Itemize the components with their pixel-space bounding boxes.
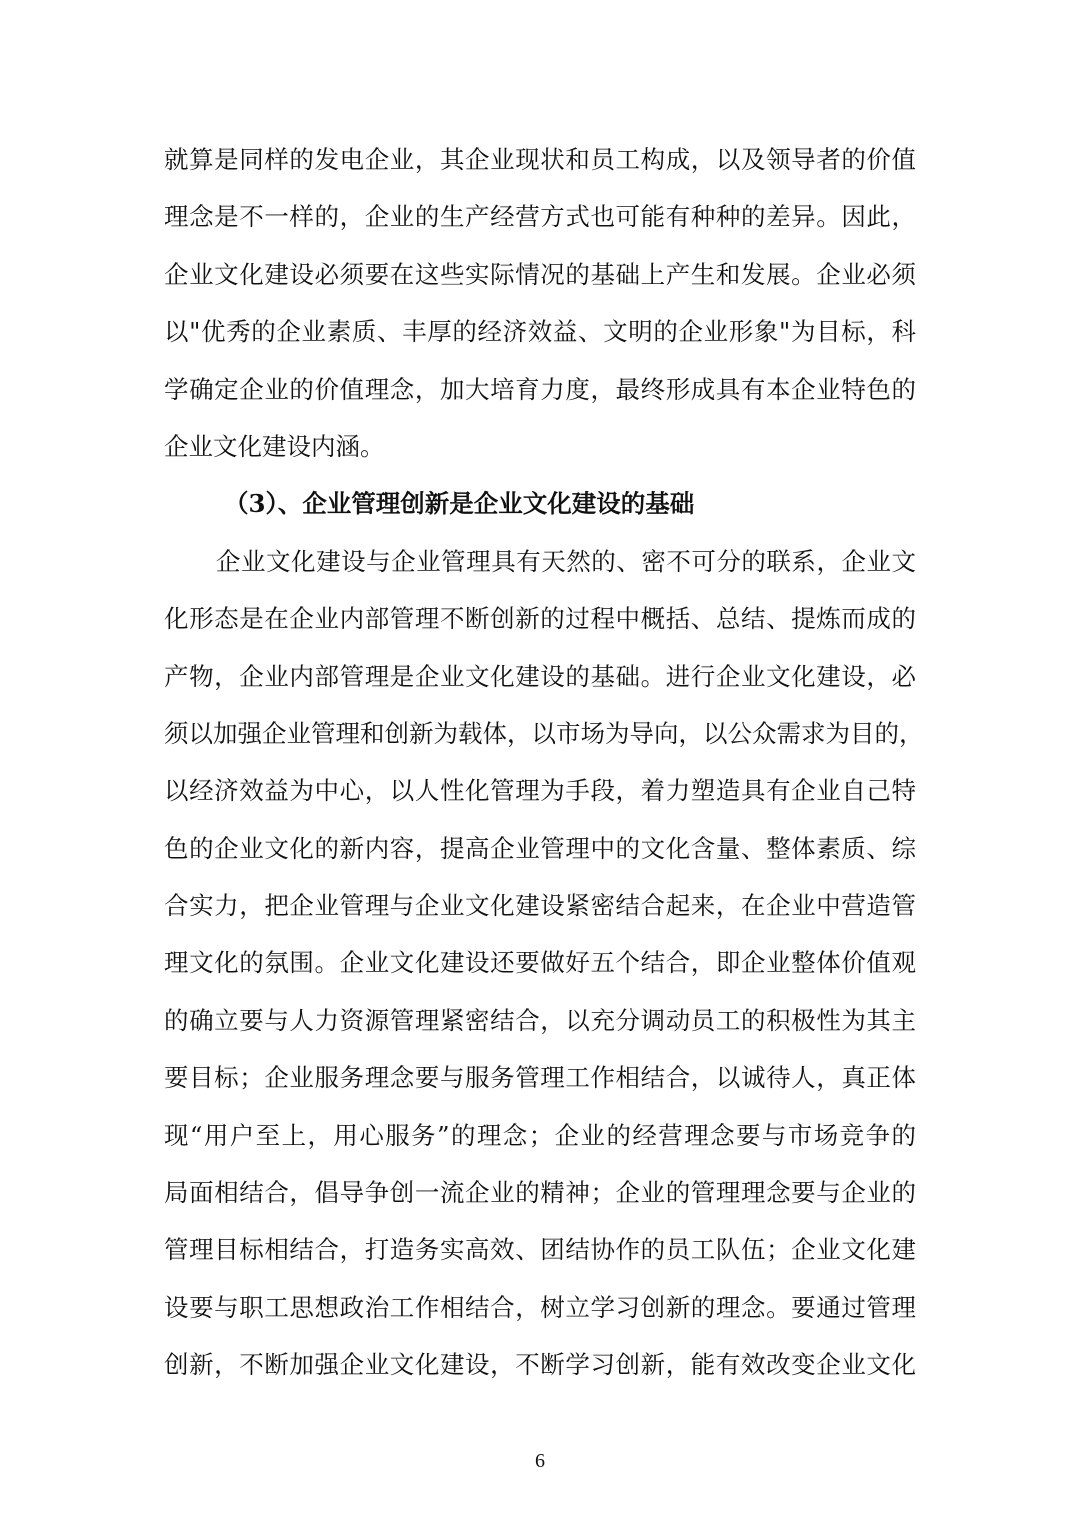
text-line: 设要与职工思想政治工作相结合，树立学习创新的理念。要通过管理 <box>164 1292 916 1322</box>
paragraph-2 <box>164 533 924 1394</box>
text-line: 创新，不断加强企业文化建设，不断学习创新，能有效改变企业文化 <box>164 1350 916 1380</box>
text-line: 须以加强企业管理和创新为载体，以市场为导向，以公众需求为目的， <box>164 718 924 748</box>
text-line: 以"优秀的企业素质、丰厚的经济效益、文明的企业形象"为目标，科 <box>164 317 916 347</box>
text-line: 产物，企业内部管理是企业文化建设的基础。进行企业文化建设，必 <box>164 661 916 691</box>
text-line: 学确定企业的价值理念，加大培育力度，最终形成具有本企业特色的 <box>164 374 916 404</box>
section-heading: （3）、企业管理创新是企业文化建设的基础 <box>224 489 695 519</box>
text-line: 理文化的氛围。企业文化建设还要做好五个结合，即企业整体价值观 <box>164 948 916 978</box>
text-line: 化形态是在企业内部管理不断创新的过程中概括、总结、提炼而成的 <box>164 604 916 634</box>
text-line: 合实力，把企业管理与企业文化建设紧密结合起来，在企业中营造管 <box>164 891 916 921</box>
text-line: 要目标；企业服务理念要与服务管理工作相结合，以诚待人，真正体 <box>164 1063 916 1093</box>
text-line: 企业文化建设内涵。 <box>164 431 385 461</box>
text-line: 的确立要与人力资源管理紧密结合，以充分调动员工的积极性为其主 <box>164 1005 916 1035</box>
text-line: 局面相结合，倡导争创一流企业的精神；企业的管理理念要与企业的 <box>164 1178 916 1208</box>
text-line: 企业文化建设与企业管理具有天然的、密不可分的联系，企业文 <box>216 546 916 576</box>
page-body <box>164 131 924 1394</box>
text-line: 就算是同样的发电企业，其企业现状和员工构成，以及领导者的价值 <box>164 145 916 174</box>
text-line: 理念是不一样的，企业的生产经营方式也可能有种种的差异。因此， <box>164 202 916 232</box>
text-line: 现“用户至上，用心服务”的理念；企业的经营理念要与市场竞争的 <box>164 1120 916 1150</box>
page-number: 6 <box>535 1450 545 1472</box>
text-line: 以经济效益为中心，以人性化管理为手段，着力塑造具有企业自己特 <box>164 776 916 806</box>
text-line: 企业文化建设必须要在这些实际情况的基础上产生和发展。企业必须 <box>164 259 916 289</box>
text-line: 色的企业文化的新内容，提高企业管理中的文化含量、整体素质、综 <box>164 833 916 863</box>
paragraph-1 <box>164 131 916 475</box>
text-line: 管理目标相结合，打造务实高效、团结协作的员工队伍；企业文化建 <box>164 1235 916 1265</box>
